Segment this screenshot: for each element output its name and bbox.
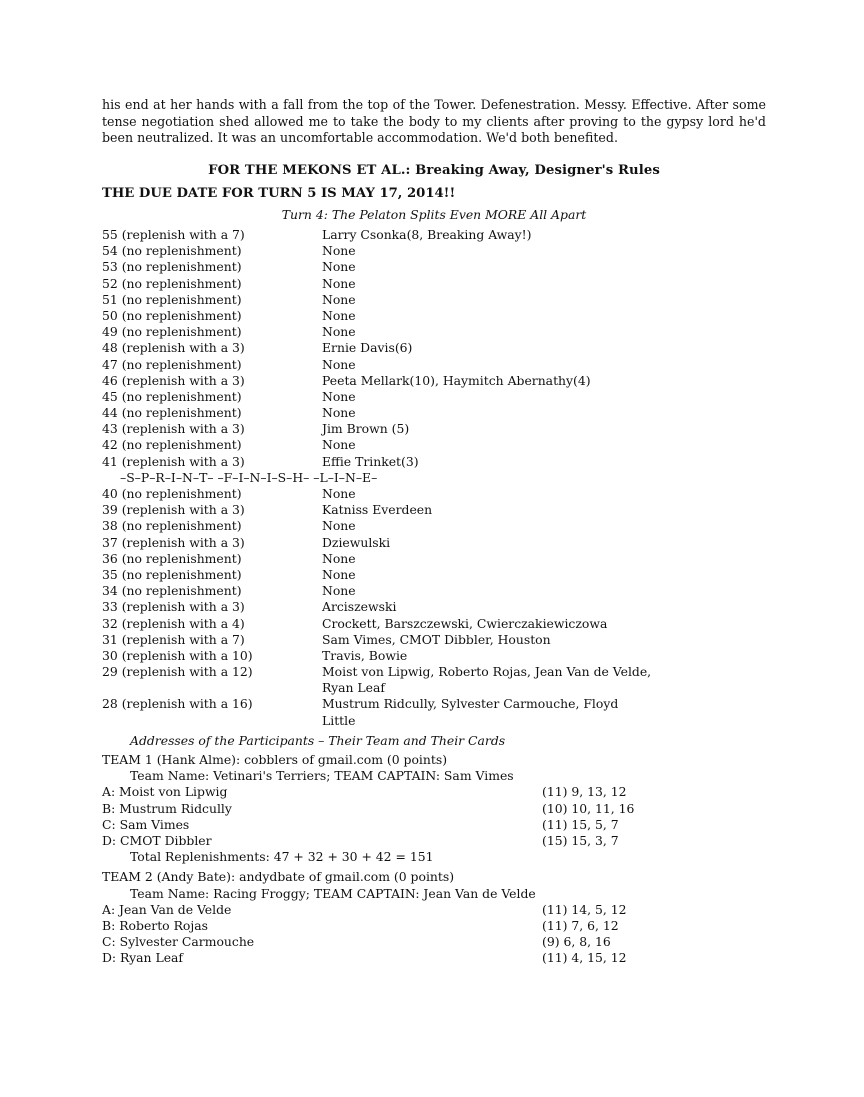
riders-at-position: None [322,486,356,501]
addresses-title: Addresses of the Participants – Their Team and Their Cards [130,733,506,748]
standing-row [102,324,762,340]
rider-cards: (11) 4, 15, 12 [542,950,627,966]
rider-name: A: Moist von Lipwig [102,784,228,800]
rider-name: D: Ryan Leaf [102,950,183,966]
riders-at-position: None [322,243,356,259]
riders-at-position: None [322,291,356,307]
position-label: 29 (replenish with a 12) [102,664,253,680]
rider-card-row [102,918,662,934]
position-label: 28 (replenish with a 16) [102,696,253,712]
team-name-line: Team Name: Vetinari's Terriers; TEAM CAPTAIN: Sam Vimes [130,768,514,784]
riders-at-position: None [322,324,356,340]
team-block [102,752,662,865]
rider-card-row [102,817,662,833]
position-label: 53 (no replenishment) [102,259,242,275]
turn-title: Turn 4: The Pelaton Splits Even MORE All Apart [281,207,587,222]
rider-name: C: Sylvester Carmouche [102,934,255,950]
standing-row [102,340,762,356]
riders-at-position: None [322,566,356,582]
riders-at-position: Dziewulski [322,534,391,550]
standing-row [102,518,762,534]
position-label: 33 (replenish with a 3) [102,599,245,615]
standings-before-finish [102,227,762,470]
riders-at-position: None [322,307,356,323]
riders-at-position: Travis, Bowie [322,647,408,663]
riders-at-position: Effie Trinket(3) [322,453,419,469]
riders-at-position: None [322,550,356,566]
standing-row [102,502,762,518]
rider-card-row [102,902,662,918]
riders-at-position: Katniss Everdeen [322,502,433,518]
position-label: 55 (replenish with a 7) [102,227,245,242]
riders-at-position: None [322,259,356,275]
standing-row [102,276,762,292]
team-header: TEAM 2 (Andy Bate): andydbate of gmail.com (0 points) [102,869,455,885]
standing-row [102,454,762,470]
rider-card-row [102,950,662,966]
rider-cards: (11) 7, 6, 12 [542,917,619,933]
rider-name: B: Mustrum Ridcully [102,800,232,816]
position-label: 47 (no replenishment) [102,356,242,372]
standing-row [102,292,762,308]
rider-name: D: CMOT Dibbler [102,832,212,848]
position-label: 50 (no replenishment) [102,307,242,323]
position-label: 49 (no replenishment) [102,324,242,340]
rider-card-row [102,801,662,817]
position-label: 36 (no replenishment) [102,550,242,566]
standing-row [102,583,762,599]
standing-row [102,243,762,259]
riders-at-position: Crockett, Barszczewski, Cwierczakiewiczowa [322,615,608,631]
rider-cards: (15) 15, 3, 7 [542,832,619,848]
sprint-finish-line: –S–P–R–I–N–T– –F–I–N–I–S–H– –L–I–N–E– [120,469,378,485]
standing-row [102,259,762,275]
rider-name: A: Jean Van de Velde [102,901,232,917]
rider-name: B: Roberto Rojas [102,917,208,933]
rider-cards: (11) 15, 5, 7 [542,816,619,832]
standings-list [102,227,762,729]
standing-row [102,648,762,664]
standing-row [102,373,762,389]
riders-at-position: Sam Vimes, CMOT Dibbler, Houston [322,631,551,647]
position-label: 44 (no replenishment) [102,405,242,421]
position-label: 45 (no replenishment) [102,388,242,404]
riders-at-position: Jim Brown (5) [322,421,410,437]
intro-paragraph: his end at her hands with a fall from the top of the Tower. Defenestration. Messy. Effective. After some tense negotiation shed allowed me to take the body to my clients after proving to the gypsy lord he'd been neutralized. It was an uncomfortable accommodation. We'd both benefited. [102,97,766,145]
standing-row [102,632,762,648]
team-spacer [102,966,662,970]
position-label: 30 (replenish with a 10) [102,647,253,663]
position-label: 42 (no replenishment) [102,437,242,453]
team-block [102,869,662,966]
teams-section [102,752,662,970]
position-label: 54 (no replenishment) [102,243,242,259]
position-label: 43 (replenish with a 3) [102,421,245,437]
position-label: 39 (replenish with a 3) [102,502,245,518]
riders-at-position: Ernie Davis(6) [322,340,413,356]
position-label: 51 (no replenishment) [102,291,242,307]
riders-at-position: None [322,518,356,534]
rider-cards: (10) 10, 11, 16 [542,800,635,816]
standing-row [102,227,762,243]
standing-row [102,535,762,551]
riders-at-position: Moist von Lipwig, Roberto Rojas, Jean Van de Velde, Ryan Leaf [322,664,652,696]
position-label: 32 (replenish with a 4) [102,615,245,631]
standing-row [102,437,762,453]
due-date-heading: THE DUE DATE FOR TURN 5 IS MAY 17, 2014!! [102,186,456,201]
standing-row [102,486,762,502]
position-label: 38 (no replenishment) [102,518,242,534]
standing-row [102,567,762,583]
standing-row [102,308,762,324]
standing-row [102,599,762,615]
total-replenishments: Total Replenishments: 47 + 32 + 30 + 42 = 151 [130,849,434,865]
riders-at-position: None [322,583,356,599]
rider-name: C: Sam Vimes [102,816,190,832]
position-label: 48 (replenish with a 3) [102,340,245,356]
riders-at-position: None [322,275,356,291]
riders-at-position: None [322,356,356,372]
standing-row [102,616,762,632]
riders-at-position: None [322,388,356,404]
standings-after-finish [102,486,762,729]
rider-cards: (11) 14, 5, 12 [542,901,627,917]
team-name-line: Team Name: Racing Froggy; TEAM CAPTAIN: Jean Van de Velde [130,885,536,901]
standing-row [102,421,762,437]
position-label: 52 (no replenishment) [102,275,242,291]
standing-row [102,405,762,421]
standing-row [102,389,762,405]
rider-card-row [102,784,662,800]
position-label: 46 (replenish with a 3) [102,372,245,388]
section-heading: FOR THE MEKONS ET AL.: Breaking Away, Designer's Rules [208,163,660,178]
riders-at-position: None [322,405,356,421]
position-label: 40 (no replenishment) [102,486,242,501]
position-label: 41 (replenish with a 3) [102,453,245,469]
position-label: 31 (replenish with a 7) [102,631,245,647]
position-label: 34 (no replenishment) [102,583,242,599]
position-label: 37 (replenish with a 3) [102,534,245,550]
standing-row [102,664,762,696]
team-header: TEAM 1 (Hank Alme): cobblers of gmail.com (0 points) [102,752,448,767]
rider-card-row [102,934,662,950]
rider-cards: (9) 6, 8, 16 [542,934,611,950]
standing-row [102,696,762,728]
riders-at-position: Mustrum Ridcully, Sylvester Carmouche, Floyd Little [322,696,619,728]
riders-at-position: Arciszewski [322,599,397,615]
position-label: 35 (no replenishment) [102,566,242,582]
standing-row [102,551,762,567]
standing-row [102,357,762,373]
riders-at-position: Larry Csonka(8, Breaking Away!) [322,227,532,242]
rider-cards: (11) 9, 13, 12 [542,784,627,800]
riders-at-position: Peeta Mellark(10), Haymitch Abernathy(4) [322,372,591,388]
riders-at-position: None [322,437,356,453]
rider-card-row [102,833,662,849]
